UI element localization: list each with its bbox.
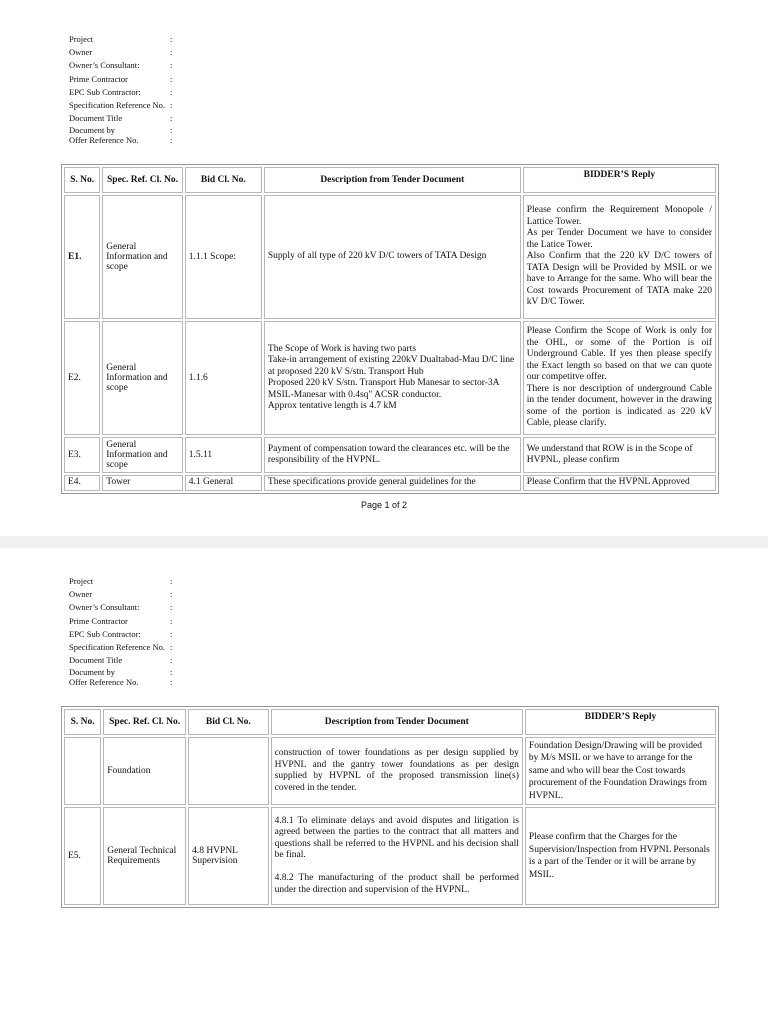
header-colon: :: [170, 73, 173, 84]
cell-reply: Please Confirm the Scope of Work is only for the OHL, or some of the Portion is oif Underground Cable. If yes then please specify the Exact length so based on that we can quote our competitve offer. There is nor description of underground Cable in the tender document, however in the drawing some of the portion is indicated as 220 kV Cable, please clarify.: [523, 321, 716, 435]
header-colon: :: [170, 642, 173, 653]
cell-description: Payment of compensation toward the clearances etc. will be the responsibility of the HVPNL.: [264, 437, 521, 473]
cell-spec-ref: Tower: [102, 475, 183, 491]
header-row-document-by: [69, 667, 180, 677]
cell-sno: E5.: [64, 807, 101, 905]
header-colon: :: [170, 135, 173, 146]
header-row-project: [69, 33, 180, 46]
header-colon: :: [170, 86, 173, 97]
cell-bid-cl: 4.1 General: [185, 475, 262, 491]
header-row-prime-contractor: [69, 73, 180, 86]
cell-bid-cl: [188, 737, 269, 805]
header-colon: :: [170, 615, 173, 626]
header-label-project: Project: [69, 576, 94, 586]
cell-bid-cl: 1.5.11: [185, 437, 262, 473]
header-row-spec-ref: [69, 641, 180, 654]
column-header-sno: S. No.: [64, 709, 101, 735]
header-row-document-by: [69, 125, 180, 135]
header-label-document-title: Document Title: [69, 655, 123, 666]
header-row-epc-sub-contractor: [69, 86, 180, 99]
column-header-bid-cl: Bid Cl. No.: [188, 709, 269, 735]
header-row-project: [69, 575, 180, 588]
cell-description: Supply of all type of 220 kV D/C towers of TATA Design: [264, 195, 521, 319]
header-label-epc-sub-contractor: EPC Sub Contractor:: [69, 628, 141, 639]
header-colon: :: [170, 60, 173, 71]
cell-sno: E2.: [64, 321, 100, 435]
cell-bid-cl: 1.1.6: [185, 321, 262, 435]
header-colon: :: [170, 113, 173, 124]
table-row: [64, 437, 716, 473]
column-header-spec-ref: Spec. Ref. Cl. No.: [103, 709, 186, 735]
document-header-fields: [69, 575, 180, 687]
header-row-spec-ref: [69, 99, 180, 112]
table-row: [64, 475, 716, 491]
cell-reply: We understand that ROW is in the Scope of HVPNL, please confirm: [523, 437, 716, 473]
header-label-offer-ref: Offer Reference No.: [69, 677, 139, 688]
header-row-document-title: [69, 112, 180, 125]
header-label-epc-sub-contractor: EPC Sub Contractor:: [69, 86, 141, 97]
cell-spec-ref: General Information and scope: [102, 321, 183, 435]
table-header-row: [64, 709, 716, 735]
header-label-project: Project: [69, 34, 94, 44]
cell-description: 4.8.1 To eliminate delays and avoid disputes and litigation is agreed between the parties to the contract that all matters and questions shall be referred to the HVPNL and his decision shall be final. 4.8.2 The manufacturing of the product shall be performed under the direction and supervision of the HVPNL.: [271, 807, 523, 905]
cell-description: The Scope of Work is having two parts Take-in arrangement of existing 220kV Dualtabad-Mau D/C line at proposed 220 kV S/stn. Transport Hub Proposed 220 kV S/stn. Transport Hub Manesar to sector-3A MSIL-Manesar with 0.4sq" ACSR conductor. Approx tentative length is 4.7 kM: [264, 321, 521, 435]
cell-spec-ref: Foundation: [103, 737, 186, 805]
cell-sno: [64, 737, 101, 805]
table-row: [64, 737, 716, 805]
cell-reply: Please confirm that the Charges for the Supervision/Inspection from HVPNL Personals is a part of the Tender or it will be arrane by MSIL.: [525, 807, 716, 905]
header-label-document-title: Document Title: [69, 113, 123, 124]
header-colon: :: [170, 667, 173, 678]
table-row: [64, 321, 716, 435]
header-colon: :: [170, 125, 173, 136]
header-label-owners-consultant: Owner’s Consultant:: [69, 60, 140, 71]
header-colon: :: [170, 47, 173, 58]
cell-description: construction of tower foundations as per design supplied by HVPNL and the gantry tower foundations as per design supplied by HVPNL of the proposed transmission line(s) covered in the tender.: [271, 737, 523, 805]
column-header-description: Description from Tender Document: [264, 167, 521, 193]
header-row-document-title: [69, 654, 180, 667]
header-label-spec-ref: Specification Reference No.: [69, 642, 166, 653]
header-row-owners-consultant: [69, 59, 180, 72]
cell-sno: E4.: [64, 475, 100, 491]
header-label-owner: Owner: [69, 47, 93, 58]
header-label-document-by: Document by: [69, 125, 116, 136]
header-row-offer-ref: [69, 135, 180, 145]
header-label-owner: Owner: [69, 589, 93, 600]
header-label-offer-ref: Offer Reference No.: [69, 135, 139, 146]
column-header-reply: BIDDER’S Reply: [523, 167, 716, 193]
cell-sno: E1.: [64, 195, 100, 319]
cell-sno: E3.: [64, 437, 100, 473]
clarification-table-page-2: [61, 706, 719, 908]
header-row-offer-ref: [69, 677, 180, 687]
header-colon: :: [170, 602, 173, 613]
cell-spec-ref: General Information and scope: [102, 437, 183, 473]
document-header-fields: [69, 33, 180, 145]
page-number: Page 1 of 2: [360, 500, 408, 510]
header-colon: :: [170, 655, 173, 666]
column-header-sno: S. No.: [64, 167, 100, 193]
header-colon: :: [170, 628, 173, 639]
header-label-document-by: Document by: [69, 667, 116, 678]
column-header-spec-ref: Spec. Ref. Cl. No.: [102, 167, 183, 193]
table-row: [64, 807, 716, 905]
cell-spec-ref: General Technical Requirements: [103, 807, 186, 905]
cell-description: These specifications provide general guidelines for the: [264, 475, 521, 491]
column-header-reply: BIDDER’S Reply: [525, 709, 716, 735]
header-row-epc-sub-contractor: [69, 628, 180, 641]
clarification-table-page-1: [61, 164, 719, 494]
header-row-prime-contractor: [69, 615, 180, 628]
cell-bid-cl: 1.1.1 Scope:: [185, 195, 262, 319]
page-separator: [0, 536, 768, 548]
header-row-owners-consultant: [69, 601, 180, 614]
cell-reply: Please Confirm that the HVPNL Approved: [523, 475, 716, 491]
header-label-spec-ref: Specification Reference No.: [69, 100, 166, 111]
cell-spec-ref: General Information and scope: [102, 195, 183, 319]
table-header-row: [64, 167, 716, 193]
header-colon: :: [170, 589, 173, 600]
header-row-owner: [69, 46, 180, 59]
table-row: [64, 195, 716, 319]
header-colon: :: [170, 677, 173, 688]
header-colon: :: [170, 34, 173, 44]
header-colon: :: [170, 576, 173, 586]
column-header-bid-cl: Bid Cl. No.: [185, 167, 262, 193]
column-header-description: Description from Tender Document: [271, 709, 523, 735]
header-label-owners-consultant: Owner’s Consultant:: [69, 602, 140, 613]
header-label-prime-contractor: Prime Contractor: [69, 615, 128, 626]
header-row-owner: [69, 588, 180, 601]
header-label-prime-contractor: Prime Contractor: [69, 73, 128, 84]
cell-reply: Please confirm the Requirement Monopole / Lattice Tower. As per Tender Document we have to consider the Latice Tower. Also Confirm that the 220 kV D/C towers of TATA Design will be Provided by MSIL or we have to Arrange for the same. Who will bear the Cost towards Procurement of TATA make 220 kV D/C Tower.: [523, 195, 716, 319]
cell-reply: Foundation Design/Drawing will be provided by M/s MSIL or we have to arrange for the same and who will bear the Cost towards procurement of the Foundation Drawings from HVPNL.: [525, 737, 716, 805]
header-colon: :: [170, 100, 173, 111]
cell-bid-cl: 4.8 HVPNL Supervision: [188, 807, 269, 905]
